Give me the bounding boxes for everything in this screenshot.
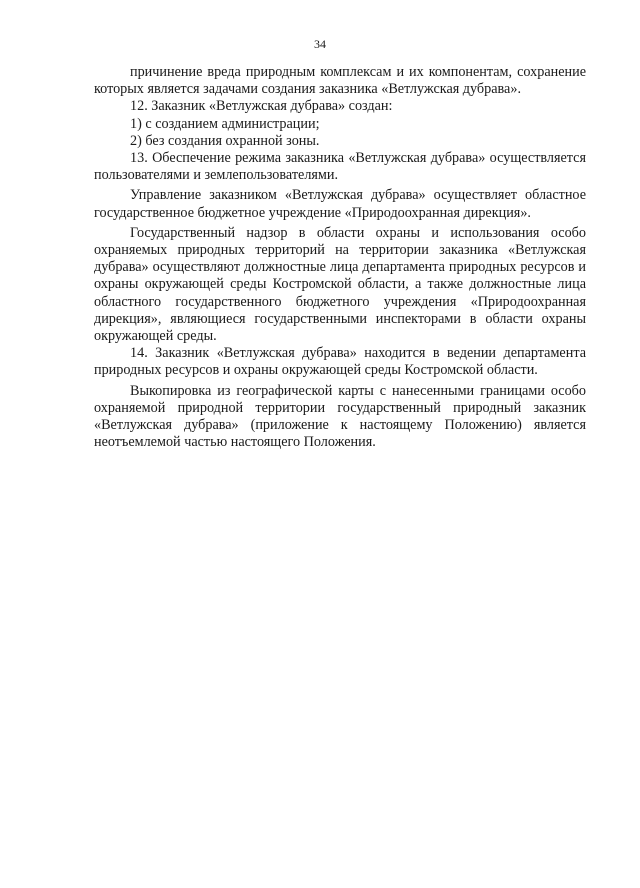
paragraph-management: Управление заказником «Ветлужская дубрава» осуществляет областное государственное бюджетное учреждение «Природоохранная дирекция». — [94, 187, 586, 221]
paragraph-map-excerpt: Выкопировка из географической карты с нанесенными границами особо охраняемой природной территории государственный природный заказник «Ветлужская дубрава» (приложение к настоящему Положению) является неотъемлемой частью настоящего Положения. — [94, 382, 586, 451]
paragraph-item-14: 14. Заказник «Ветлужская дубрава» находится в ведении департамента природных ресурсов и охраны окружающей среды Костромской области. — [94, 345, 586, 379]
paragraph-item-12: 12. Заказник «Ветлужская дубрава» создан: — [130, 98, 393, 115]
page-number: 34 — [314, 37, 326, 51]
paragraph-state-supervision: Государственный надзор в области охраны и использования особо охраняемых природных территорий на территории заказника «Ветлужская дубрава» осуществляют должностные лица департамента природных ресурсов и охраны окружающей среды Костромской области, а также должностные лица областного государственного бюджетного учреждения «Природоохранная дирекция», являющиеся государственными инспекторами в области охраны окружающей среды. — [94, 224, 586, 345]
document-body — [94, 64, 586, 451]
paragraph-item-12-1: 1) с созданием администрации; — [130, 115, 320, 132]
paragraph-harm-continuation: причинение вреда природным комплексам и их компонентам, сохранение которых является задачами создания заказника «Ветлужская дубрава». — [94, 64, 586, 98]
paragraph-item-12-2: 2) без создания охранной зоны. — [130, 132, 320, 149]
paragraph-item-13: 13. Обеспечение режима заказника «Ветлужская дубрава» осуществляется пользователями и землепользователями. — [94, 150, 586, 184]
